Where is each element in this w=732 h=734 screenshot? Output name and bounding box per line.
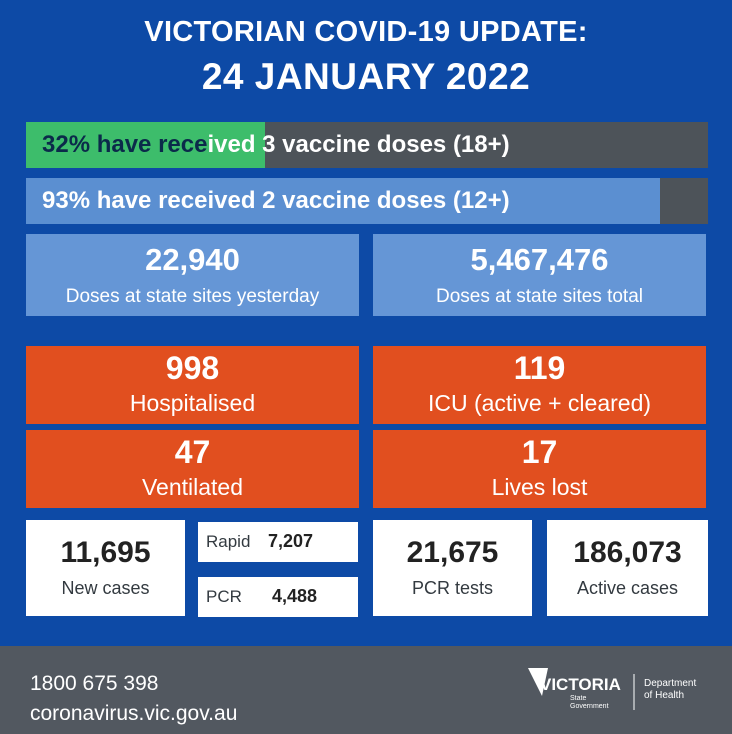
title-line-1: VICTORIAN COVID-19 UPDATE:: [144, 16, 588, 48]
icu-label: ICU (active + cleared): [427, 390, 652, 416]
pcr-tests-box: [373, 520, 532, 616]
phone-number[interactable]: 1800 675 398: [30, 672, 159, 695]
doses-total-box: [373, 234, 706, 316]
two-dose-bar: [26, 178, 708, 224]
pcr-tests-label: PCR tests: [411, 578, 494, 598]
new-cases-box: [26, 520, 185, 616]
ventilated-box: [26, 430, 359, 508]
doses-total-label: Doses at state sites total: [436, 286, 643, 307]
active-cases-box: [547, 520, 708, 616]
lives-lost-value: 17: [521, 434, 558, 470]
icu-box: [373, 346, 706, 424]
new-cases-label: New cases: [61, 578, 150, 598]
active-cases-value: 186,073: [573, 536, 682, 569]
new-cases-value: 11,695: [60, 536, 151, 569]
icu-value: 119: [513, 350, 566, 386]
ventilated-label: Ventilated: [141, 474, 244, 500]
pcr-label: PCR: [206, 587, 242, 606]
lives-lost-box: [373, 430, 706, 508]
victoria-government-logo: [524, 666, 714, 722]
doses-yesterday-box: [26, 234, 359, 316]
ventilated-value: 47: [174, 434, 211, 470]
rapid-value: 7,207: [268, 531, 314, 551]
hospitalised-box: [26, 346, 359, 424]
footer: [0, 646, 732, 734]
hospitalised-label: Hospitalised: [129, 390, 256, 416]
pcr-tests-value: 21,675: [406, 536, 499, 569]
pcr-value: 4,488: [272, 586, 318, 606]
rapid-tests-box: [198, 522, 358, 562]
active-cases-label: Active cases: [576, 578, 679, 598]
doses-yesterday-value: 22,940: [145, 242, 240, 277]
doses-yesterday-label: Doses at state sites yesterday: [65, 286, 320, 307]
hospitalised-value: 998: [165, 350, 220, 386]
logo-sub-2: Government: [570, 703, 609, 710]
title-date: 24 JANUARY 2022: [201, 56, 531, 97]
two-dose-bar-label: 93% have received 2 vaccine doses (12+): [42, 187, 510, 214]
dept-line-2: of Health: [644, 690, 685, 701]
logo-text: VICTORIA: [540, 675, 621, 694]
doses-total-value: 5,467,476: [470, 242, 609, 277]
pcr-results-box: [198, 577, 358, 617]
logo-sub-1: State: [570, 695, 587, 702]
lives-lost-label: Lives lost: [491, 474, 588, 500]
rapid-label: Rapid: [206, 532, 251, 551]
dept-line-1: Department: [644, 678, 697, 689]
website-link[interactable]: coronavirus.vic.gov.au: [30, 702, 238, 725]
three-dose-bar-label: 32% have received 3 vaccine doses (18+): [42, 131, 510, 158]
three-dose-bar: [26, 122, 708, 168]
